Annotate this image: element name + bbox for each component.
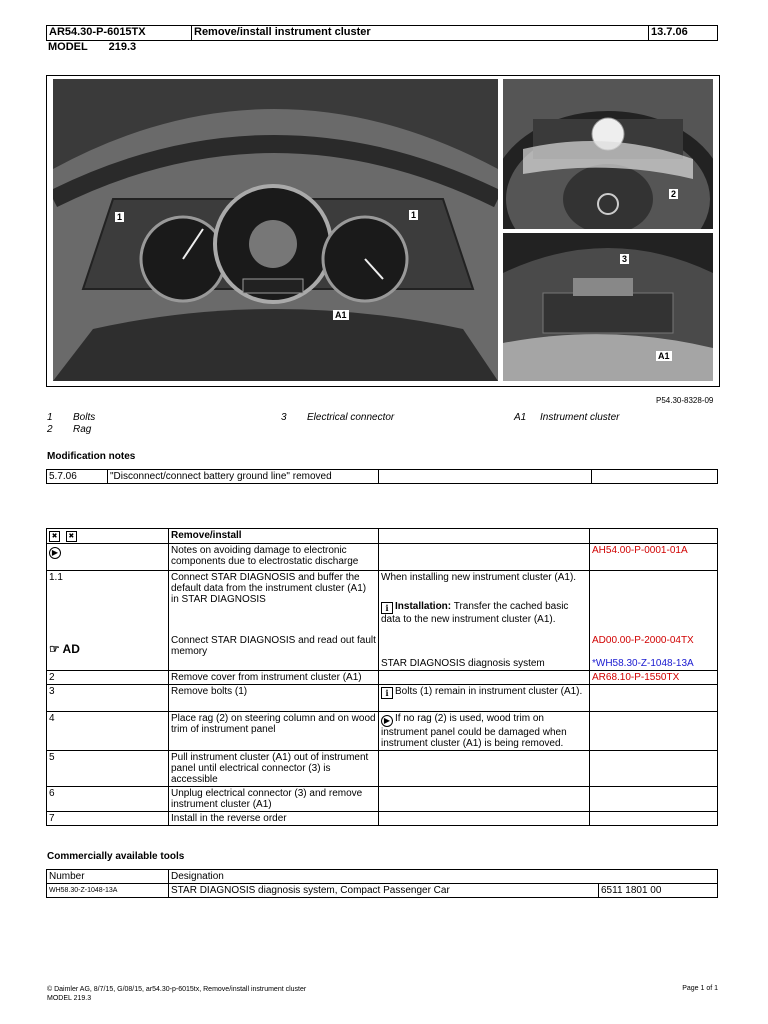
- steps-header-label: Remove/install: [169, 529, 379, 544]
- figure-frame: [46, 75, 720, 387]
- footer-copyright: © Daimler AG, 8/7/15, G/08/15, ar54.30-p-6015tx, Remove/install instrument cluster: [47, 986, 307, 993]
- legend-text-1: Bolts: [73, 412, 96, 423]
- step-text: Remove cover from instrument cluster (A1): [169, 671, 379, 685]
- steps-table: [46, 528, 718, 826]
- step-text: Connect STAR DIAGNOSIS and buffer the default data from the instrument cluster (A1) in STAR DIAGNOSIS: [169, 571, 379, 631]
- figure-ref: P54.30-8328-09: [656, 396, 714, 405]
- empty-cell: [379, 751, 590, 787]
- empty-cell: [379, 671, 590, 685]
- step-text: Remove bolts (1): [169, 685, 379, 712]
- empty-cell: [590, 751, 718, 787]
- empty-cell: [379, 544, 590, 571]
- step-ad: ☞ AD: [47, 631, 169, 671]
- step-text: Place rag (2) on steering column and on wood trim of instrument panel: [169, 712, 379, 751]
- info-icon: i: [381, 687, 393, 699]
- step-num: 3: [47, 685, 169, 712]
- step-esd: [47, 544, 169, 571]
- callout-a1-small: A1: [658, 351, 670, 361]
- main-photo: [53, 79, 498, 381]
- legend-num-2: 2: [47, 424, 53, 435]
- legend-num-1: 1: [47, 412, 53, 423]
- step-num: 1.1: [47, 571, 169, 631]
- step-ref-link[interactable]: AR68.10-P-1550TX: [590, 671, 718, 685]
- empty-cell: [590, 787, 718, 812]
- doc-date: 13.7.06: [649, 26, 718, 41]
- tool-ref-link[interactable]: *WH58.30-Z-1048-13A: [592, 657, 694, 669]
- diagnosis-icon: ☞: [49, 642, 60, 657]
- empty-cell: [590, 529, 718, 544]
- step-text: Notes on avoiding damage to electronic components due to electrostatic discharge: [169, 544, 379, 571]
- step-text: Connect STAR DIAGNOSIS and read out fault memory: [169, 631, 379, 671]
- step-num: 6: [47, 787, 169, 812]
- step-note: i Bolts (1) remain in instrument cluster (A1).: [379, 685, 590, 712]
- legend-text-a1: Instrument cluster: [540, 412, 620, 423]
- empty-cell: [590, 571, 718, 631]
- step-text: Pull instrument cluster (A1) out of instrument panel until electrical connector (3) is accessible: [169, 751, 379, 787]
- remove-install-icons: [47, 529, 169, 544]
- callout-1-right: 1: [411, 210, 417, 220]
- step-refs: [590, 631, 718, 671]
- empty-cell: [590, 685, 718, 712]
- step-num: 2: [47, 671, 169, 685]
- steering-photo: [503, 79, 713, 229]
- step-notes: [379, 571, 590, 631]
- step-text: Install in the reverse order: [169, 812, 379, 826]
- empty-cell: [379, 812, 590, 826]
- model-line: [48, 41, 136, 53]
- doc-id: AR54.30-P-6015TX: [47, 26, 192, 41]
- tools-col-number: Number: [47, 870, 169, 884]
- warning-icon: ▶: [49, 547, 61, 559]
- footer-model: MODEL 219.3: [47, 995, 92, 1002]
- doc-title: Remove/install instrument cluster: [192, 26, 649, 41]
- step-ref-link[interactable]: AD00.00-P-2000-04TX: [592, 634, 694, 646]
- connector-photo: [503, 233, 713, 381]
- step-num: 7: [47, 812, 169, 826]
- expand-icon: ✖: [49, 531, 60, 542]
- legend-text-2: Rag: [73, 424, 92, 435]
- tools-col-designation: Designation: [169, 870, 718, 884]
- installation-note: i Installation: Transfer the cached basic data to the new instrument cluster (A1).: [381, 601, 569, 625]
- model-label: MODEL: [48, 41, 88, 53]
- tools-table: [46, 869, 718, 898]
- footer: [47, 985, 306, 1003]
- model-value: 219.3: [108, 41, 137, 53]
- step-note: ▶ If no rag (2) is used, wood trim on instrument panel could be damaged when instrument cluster (A1) is being removed.: [379, 712, 590, 751]
- tool-designation: STAR DIAGNOSIS diagnosis system, Compact Passenger Car: [169, 884, 599, 898]
- info-icon: i: [381, 602, 393, 614]
- modification-date: 5.7.06: [47, 470, 108, 484]
- legend-num-3: 3: [281, 412, 287, 423]
- step-text: Unplug electrical connector (3) and remove instrument cluster (A1): [169, 787, 379, 812]
- warning-icon: ▶: [381, 715, 393, 727]
- step-ref-link[interactable]: AH54.00-P-0001-01A: [590, 544, 718, 571]
- tool-number-link[interactable]: WH58.30-Z-1048-13A: [47, 884, 169, 898]
- step-num: 5: [47, 751, 169, 787]
- modification-table: [46, 469, 718, 484]
- callout-3: 3: [622, 254, 628, 264]
- modification-text: "Disconnect/connect battery ground line" removed: [108, 470, 379, 484]
- step-num: 4: [47, 712, 169, 751]
- callout-1-left: 1: [117, 212, 123, 222]
- empty-cell: [379, 787, 590, 812]
- empty-cell: [379, 470, 592, 484]
- legend-num-a1: A1: [514, 412, 527, 423]
- callout-a1-main: A1: [335, 310, 347, 320]
- empty-cell: [379, 529, 590, 544]
- empty-cell: [592, 470, 718, 484]
- footer-page: Page 1 of 1: [682, 985, 718, 992]
- empty-cell: [590, 712, 718, 751]
- modification-heading: Modification notes: [47, 451, 136, 462]
- step-note: When installing new instrument cluster (A1).: [381, 572, 577, 583]
- legend-text-3: Electrical connector: [307, 412, 395, 423]
- empty-cell: [590, 812, 718, 826]
- tools-heading: Commercially available tools: [47, 851, 185, 862]
- step-note: STAR DIAGNOSIS diagnosis system: [379, 631, 590, 671]
- tool-part-number: 6511 1801 00: [599, 884, 718, 898]
- header-table: [46, 25, 718, 41]
- collapse-icon: ✖: [66, 531, 77, 542]
- callout-2: 2: [671, 189, 677, 199]
